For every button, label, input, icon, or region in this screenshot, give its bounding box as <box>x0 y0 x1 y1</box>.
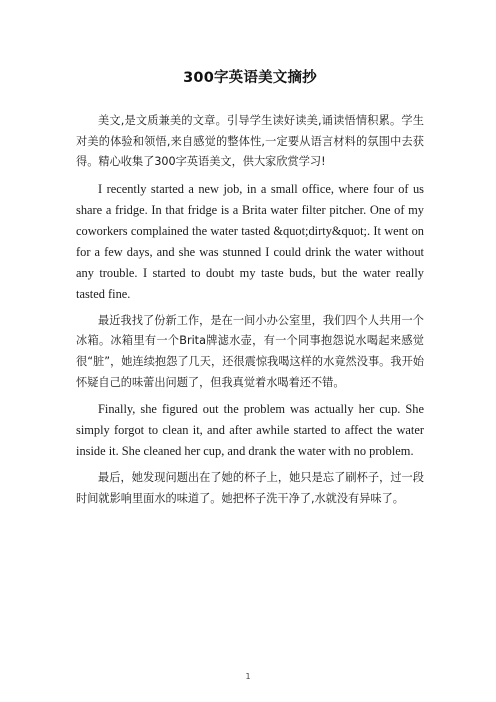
intro-paragraph-zh: 美文,是文质兼美的文章。引导学生读好读美,诵读悟情积累。学生对美的体验和领悟,来自感觉的整体性,一定要从语言材料的氛围中去获得。精心收集了300字英语美文，供大家欣赏学习! <box>76 114 424 169</box>
story-paragraph-en-2: Finally, she figured out the problem was actually her cup. She simply forgot to clean it, and after awhile started to affect the water inside it. She cleaned her cup, and drank the water with no problem. <box>76 402 424 459</box>
story-paragraph-en-1: I recently started a new job, in a small office, where four of us share a fridge. In that fridge is a Brita water filter pitcher. One of my coworkers complained the water tasted &quot;dirty&quot;. It went on for a few days, and she was stunned I could drink the water without any trouble. I started to doubt my taste buds, but the water really tasted fine. <box>76 181 424 301</box>
story-paragraph-zh-1: 最近我找了份新工作，是在一间小办公室里，我们四个人共用一个冰箱。冰箱里有一个Brita牌滤水壶，有一个同事抱怨说水喝起来感觉很“脏”，她连续抱怨了几天，还很震惊我喝这样的水竟然没事。我开始怀疑自己的味蕾出问题了，但我真觉着水喝着还不错。 <box>76 313 424 389</box>
story-paragraph-zh-2: 最后，她发现问题出在了她的杯子上，她只是忘了刷杯子，过一段时间就影响里面水的味道了。她把杯子洗干净了,水就没有异味了。 <box>76 471 424 505</box>
document-title: 300字英语美文摘抄 <box>183 70 317 86</box>
page-number: 1 <box>245 672 251 681</box>
